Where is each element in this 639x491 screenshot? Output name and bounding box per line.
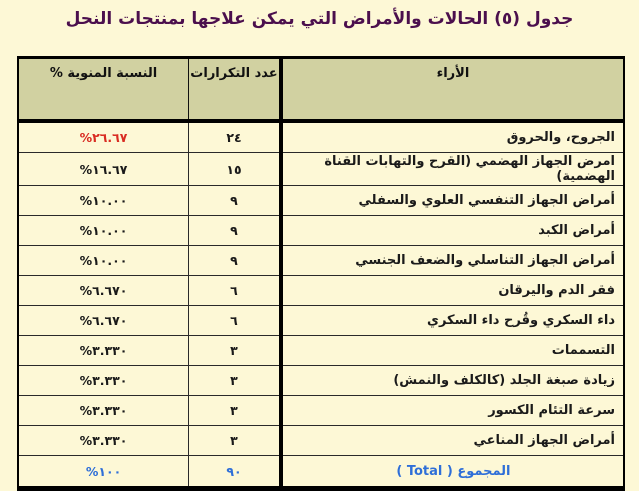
- frequency-cell: ١٥: [189, 153, 281, 186]
- opinion-cell: أمراض الكبد: [281, 216, 624, 246]
- percentage-cell: %٣.٣٣٠: [18, 366, 189, 396]
- header-opinions: الأراء: [281, 58, 624, 122]
- percentage-cell: %٣.٣٣٠: [18, 396, 189, 426]
- percentage-cell: %٢٦.٦٧: [18, 121, 189, 153]
- frequency-cell: ٢٤: [189, 121, 281, 153]
- opinion-cell: الجروح، والحروق: [281, 121, 624, 153]
- total-label-cell: المجموع ( Total ): [281, 456, 624, 489]
- frequency-cell: ٦: [189, 306, 281, 336]
- table-row: [18, 366, 624, 396]
- table-row: [18, 153, 624, 186]
- frequency-cell: ٣: [189, 336, 281, 366]
- table-row: [18, 336, 624, 366]
- data-table: [17, 56, 625, 491]
- table-row: [18, 121, 624, 153]
- frequency-cell: ٩: [189, 216, 281, 246]
- table-row: [18, 306, 624, 336]
- total-row: [18, 456, 624, 489]
- opinion-cell: امرض الجهاز الهضمي (القرح والتهابات القناة الهضمية): [281, 153, 624, 186]
- percentage-cell: %١٠.٠٠: [18, 186, 189, 216]
- frequency-cell: ٦: [189, 276, 281, 306]
- percentage-cell: %٣.٣٣٠: [18, 336, 189, 366]
- percentage-cell: %٣.٣٣٠: [18, 426, 189, 456]
- total-percentage-cell: %١٠٠: [18, 456, 189, 489]
- table-row: [18, 186, 624, 216]
- opinion-cell: سرعة التئام الكسور: [281, 396, 624, 426]
- total-frequency-cell: ٩٠: [189, 456, 281, 489]
- percentage-cell: %١٠.٠٠: [18, 246, 189, 276]
- opinion-cell: أمراض الجهاز التناسلي والضعف الجنسي: [281, 246, 624, 276]
- opinion-cell: داء السكري وقُرح داء السكري: [281, 306, 624, 336]
- frequency-cell: ٣: [189, 396, 281, 426]
- header-percentage: النسبة المنوية %: [18, 58, 189, 122]
- percentage-cell: %٦.٦٧٠: [18, 306, 189, 336]
- percentage-cell: %١٠.٠٠: [18, 216, 189, 246]
- percentage-cell: %٦.٦٧٠: [18, 276, 189, 306]
- frequency-cell: ٣: [189, 426, 281, 456]
- header-frequency: عدد التكرارات: [189, 58, 281, 122]
- header-row: [18, 58, 624, 122]
- opinion-cell: أمراض الجهاز التنفسي العلوي والسفلي: [281, 186, 624, 216]
- opinion-cell: فقر الدم واليرقان: [281, 276, 624, 306]
- table-row: [18, 276, 624, 306]
- table-row: [18, 426, 624, 456]
- frequency-cell: ٩: [189, 246, 281, 276]
- table-row: [18, 216, 624, 246]
- table-title: جدول (٥) الحالات والأمراض التي يمكن علاجها بمنتجات النحل: [65, 9, 574, 29]
- opinion-cell: التسممات: [281, 336, 624, 366]
- percentage-cell: %١٦.٦٧: [18, 153, 189, 186]
- opinion-cell: أمراض الجهاز المناعي: [281, 426, 624, 456]
- table-row: [18, 396, 624, 426]
- frequency-cell: ٣: [189, 366, 281, 396]
- frequency-cell: ٩: [189, 186, 281, 216]
- opinion-cell: زيادة صبغة الجلد (كالكلف والنمش): [281, 366, 624, 396]
- table-row: [18, 246, 624, 276]
